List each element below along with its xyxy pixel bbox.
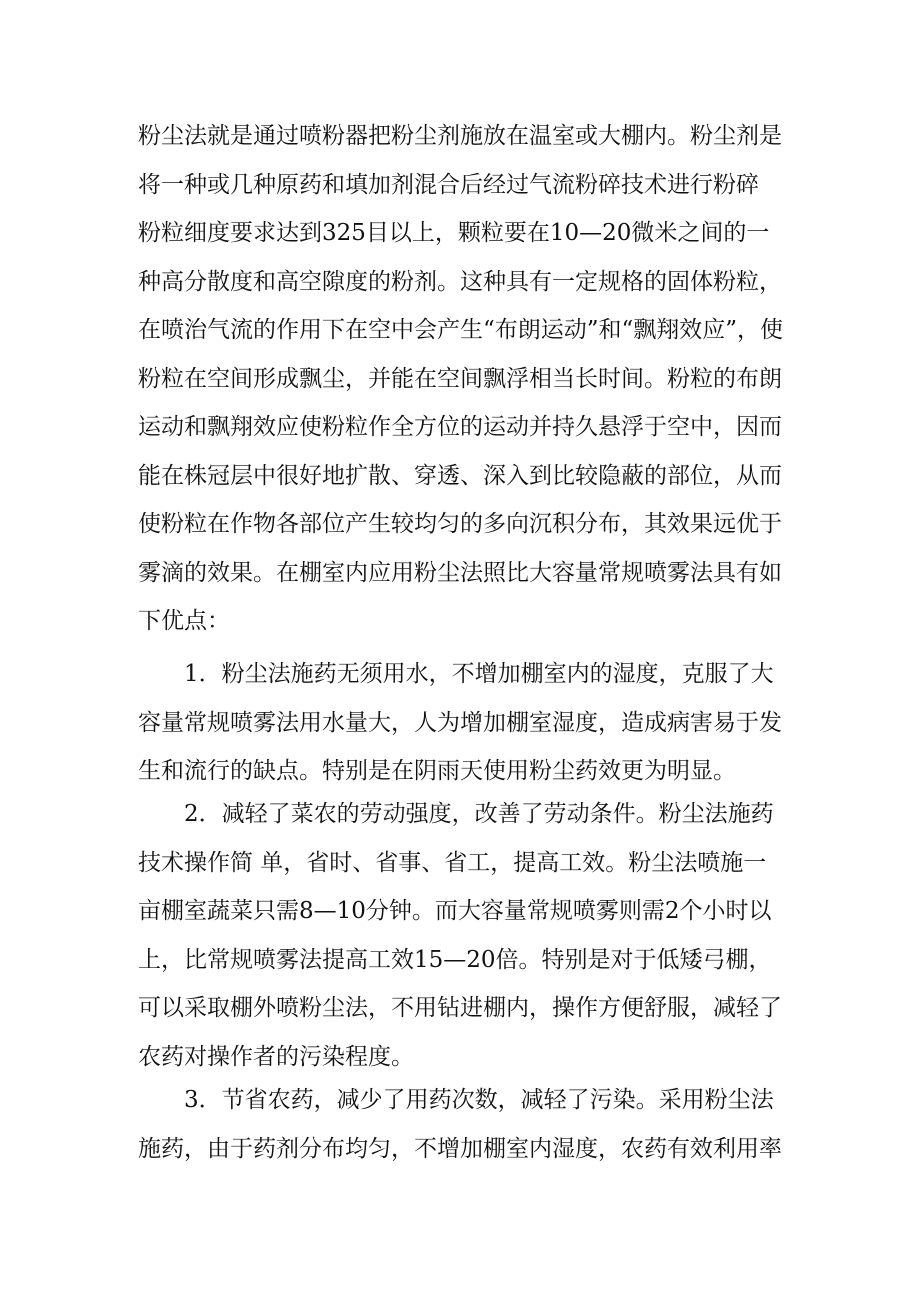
text-line: 粉粒细度要求达到325目以上，颗粒要在10—20微米之间的一 — [138, 220, 770, 246]
text-line: 亩棚室蔬菜只需8—10分钟。而大容量常规喷雾则需2个小时以 — [138, 898, 772, 924]
text-line: 在喷治气流的作用下在空中会产生“布朗运动”和“飘翔效应”，使 — [138, 317, 784, 343]
text-line: 施药，由于药剂分布均匀，不增加棚室内湿度，农药有效利用率 — [138, 1135, 782, 1162]
text-line: 可以采取棚外喷粉尘法，不用钻进棚内，操作方便舒服，减轻了 — [138, 995, 782, 1021]
text-line: 生和流行的缺点。特别是在阴雨天使用粉尘药效更为明显。 — [138, 758, 736, 784]
paragraph-point-2 — [138, 790, 788, 1081]
text-line: 粉粒在空间形成飘尘，并能在空间飘浮相当长时间。粉粒的布朗 — [138, 365, 782, 392]
text-line: 3．节省农药，减少了用药次数，减轻了污染。采用粉尘法 — [184, 1087, 774, 1113]
text-line: 2．减轻了菜农的劳动强度，改善了劳动条件。粉尘法施药 — [184, 801, 774, 827]
text-line: 粉尘法就是通过喷粉器把粉尘剂施放在温室或大棚内。粉尘剂是 — [138, 123, 782, 149]
paragraph-point-3 — [138, 1076, 788, 1173]
text-line: 农药对操作者的污染程度。 — [138, 1043, 414, 1070]
text-line: 容量常规喷雾法用水量大，人为增加棚室湿度，造成病害易于发 — [138, 709, 782, 736]
text-line: 种高分散度和高空隙度的粉剂。这种具有一定规格的固体粉粒， — [138, 268, 782, 295]
text-line: 将一种或几种原药和填加剂混合后经过气流粉碎技术进行粉碎 — [138, 171, 759, 198]
text-line: 能在株冠层中很好地扩散、穿透、深入到比较隐蔽的部位，从而 — [138, 462, 782, 489]
text-line: 下优点： — [138, 608, 230, 634]
text-line: 使粉粒在作物各部位产生较均匀的多向沉积分布，其效果远优于 — [138, 511, 782, 537]
paragraph-point-1 — [138, 650, 788, 796]
text-line: 雾滴的效果。在棚室内应用粉尘法照比大容量常规喷雾法具有如 — [138, 559, 782, 586]
text-line: 1．粉尘法施药无须用水，不增加棚室内的湿度，克服了大 — [184, 661, 774, 687]
paragraph-intro — [138, 112, 788, 646]
text-line: 上，比常规喷雾法提高工效15—20倍。特别是对于低矮弓棚， — [138, 946, 772, 973]
text-line: 技术操作简 单，省时、省事、省工，提高工效。粉尘法喷施一 — [138, 849, 767, 876]
text-line: 运动和飘翔效应使粉粒作全方位的运动并持久悬浮于空中，因而 — [138, 414, 782, 440]
